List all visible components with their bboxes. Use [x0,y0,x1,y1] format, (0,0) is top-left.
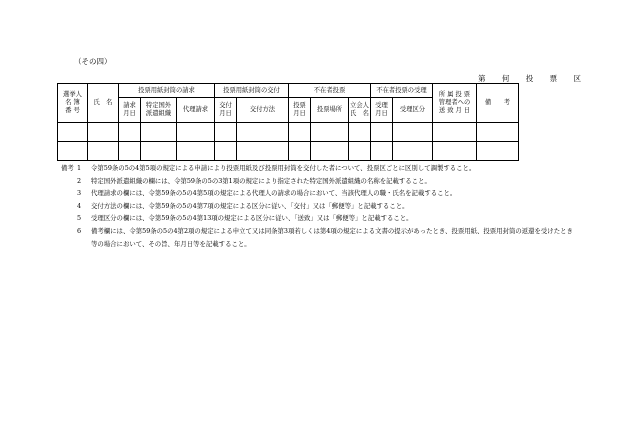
cell-empty [371,142,393,161]
absentee-register-table [57,83,519,161]
cell-empty [477,142,519,161]
cell-empty [289,142,311,161]
cell-empty [88,142,119,161]
district-label: 第 何 投 票 区 [478,74,589,83]
col-request-date: 請求 月日 [119,98,141,123]
table-header-row-1 [58,84,519,98]
col-designated-org: 特定国外 派遣組織 [141,98,177,123]
cell-empty [349,123,371,142]
cell-empty [477,123,519,142]
cell-empty [349,142,371,161]
cell-empty [311,142,349,161]
cell-empty [177,142,215,161]
cell-empty [433,142,477,161]
group-absentee-receipt: 不在者投票の受理 [371,84,433,98]
cell-empty [141,142,177,161]
cell-empty [215,142,237,161]
col-receipt-date: 受理 月日 [371,98,393,123]
col-delivery-date: 交付 月日 [215,98,237,123]
cell-empty [371,123,393,142]
note-item: 2 特定国外派遣組織の欄には、令第59条の5の3第1項の規定により指定された特定国外派遣組織の名称を記載すること。 [77,176,431,185]
cell-empty [119,123,141,142]
note-item: 1 令第59条の5の4第5項の規定による申請により投票用紙及び投票用封筒を交付した者について、投票区ごとに区別して調製すること。 [77,164,476,172]
note-item: 4 交付方法の欄には、令第59条の5の4第7項の規定による区分に従い、「交付」又は「郵便等」と記載すること。 [77,201,409,210]
cell-empty [177,123,215,142]
cell-empty [289,123,311,142]
cell-empty [88,123,119,142]
cell-empty [58,142,88,161]
cell-empty [58,123,88,142]
col-register-number: 選挙人 名 簿 番 号 [58,84,88,123]
cell-empty [393,123,433,142]
cell-empty [311,123,349,142]
col-manager-delivery-date: 所 属 投 票 管理者への 送 致 月 日 [433,84,477,123]
form-title: （その四） [74,57,112,66]
note-item: 3 代理請求の欄には、令第59条の5の4第5項の規定による代理人の請求の場合において、当該代理人の職・氏名を記載すること。 [77,189,457,198]
note-item: 5 受理区分の欄には、令第59条の5の4第13項の規定による区分に従い、「送致」又は「郵便等」と記載すること。 [77,214,413,223]
cell-empty [237,142,289,161]
col-delivery-method: 交付方法 [237,98,289,123]
note-item: 6 備考欄には、令第59条の5の4第2項の規定による申立て又は同条第3項若しくは第4項の規定による文書の提示があったとき、投票用紙、投票用封筒の返還を受けたとき等の場合において、その旨、年月日等を記載すること。 [77,226,573,248]
cell-empty [119,142,141,161]
col-name: 氏 名 [88,84,119,123]
col-remarks: 備 考 [477,84,519,123]
cell-empty [141,123,177,142]
group-ballot-request: 投票用紙封筒の請求 [119,84,215,98]
cell-empty [215,123,237,142]
group-ballot-delivery: 投票用紙封筒の交付 [215,84,289,98]
table-row [58,142,519,161]
col-receipt-category: 受理区分 [393,98,433,123]
col-vote-date: 投票 月日 [289,98,311,123]
table-row [58,123,519,142]
cell-empty [433,123,477,142]
col-witness-name: 立会人 氏 名 [349,98,371,123]
cell-empty [237,123,289,142]
col-vote-place: 投票場所 [311,98,349,123]
notes-section [57,162,577,250]
notes-heading: 備考 [61,164,74,172]
cell-empty [393,142,433,161]
col-proxy-request: 代理請求 [177,98,215,123]
group-absentee-voting: 不在者投票 [289,84,371,98]
